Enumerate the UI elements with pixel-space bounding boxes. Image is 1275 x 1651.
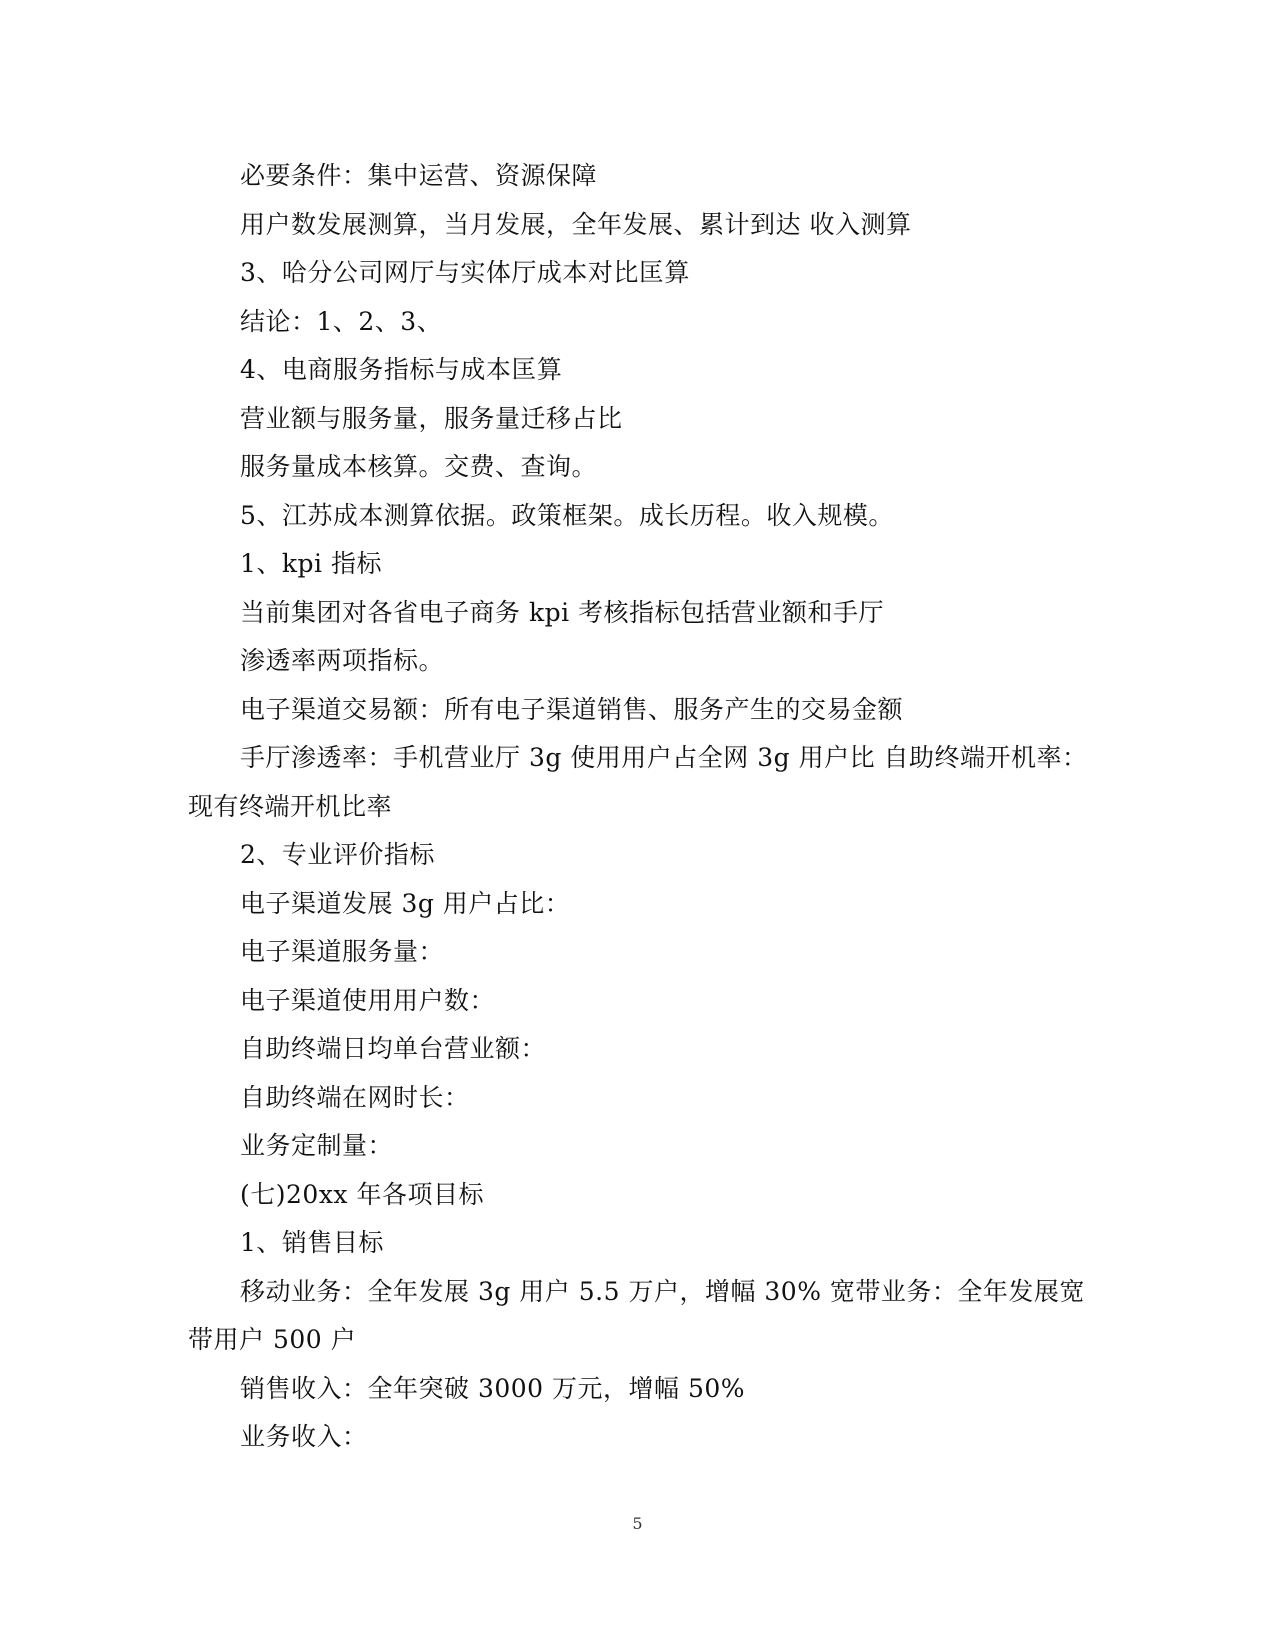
page-number: 5 — [632, 1514, 643, 1533]
paragraph: 电子渠道使用用户数： — [240, 985, 496, 1015]
paragraph: 销售收入：全年突破 3000 万元，增幅 50% — [240, 1373, 746, 1403]
section-heading: 1、销售目标 — [240, 1228, 384, 1257]
paragraph: 当前集团对各省电子商务 kpi 考核指标包括营业额和手厅 — [240, 597, 885, 627]
paragraph: 营业额与服务量，服务量迁移占比 — [240, 403, 623, 433]
paragraph: 业务定制量： — [240, 1131, 394, 1160]
section-heading: 1、kpi 指标 — [240, 549, 383, 578]
paragraph: 必要条件：集中运营、资源保障 — [240, 161, 598, 190]
paragraph: 用户数发展测算，当月发展，全年发展、累计到达 收入测算 — [240, 209, 912, 239]
paragraph: 渗透率两项指标。 — [240, 646, 445, 675]
paragraph: 自助终端在网时长： — [240, 1082, 470, 1112]
paragraph: 电子渠道发展 3g 用户占比： — [240, 888, 571, 918]
paragraph: 自助终端日均单台营业额： — [240, 1034, 547, 1063]
section-heading: (七)20xx 年各项目标 — [240, 1179, 484, 1209]
paragraph: 业务收入： — [240, 1422, 368, 1451]
document-body — [188, 152, 1088, 1462]
section-heading: 4、电商服务指标与成本匡算 — [240, 355, 563, 384]
paragraph: 移动业务：全年发展 3g 用户 5.5 万户，增幅 30% 宽带业务：全年发展宽带用户 500 户 — [188, 1276, 1085, 1354]
paragraph: 服务量成本核算。交费、查询。 — [240, 452, 598, 481]
paragraph: 电子渠道交易额：所有电子渠道销售、服务产生的交易金额 — [240, 694, 904, 724]
paragraph: 结论：1、2、3、 — [240, 306, 443, 336]
section-heading: 5、江苏成本测算依据。政策框架。成长历程。收入规模。 — [240, 500, 894, 530]
section-heading: 3、哈分公司网厅与实体厅成本对比匡算 — [240, 258, 690, 287]
paragraph: 手厅渗透率：手机营业厅 3g 使用用户占全网 3g 用户比 自助终端开机率：现有终端开机比率 — [188, 743, 1088, 821]
paragraph: 电子渠道服务量： — [240, 937, 445, 966]
section-heading: 2、专业评价指标 — [240, 840, 435, 869]
